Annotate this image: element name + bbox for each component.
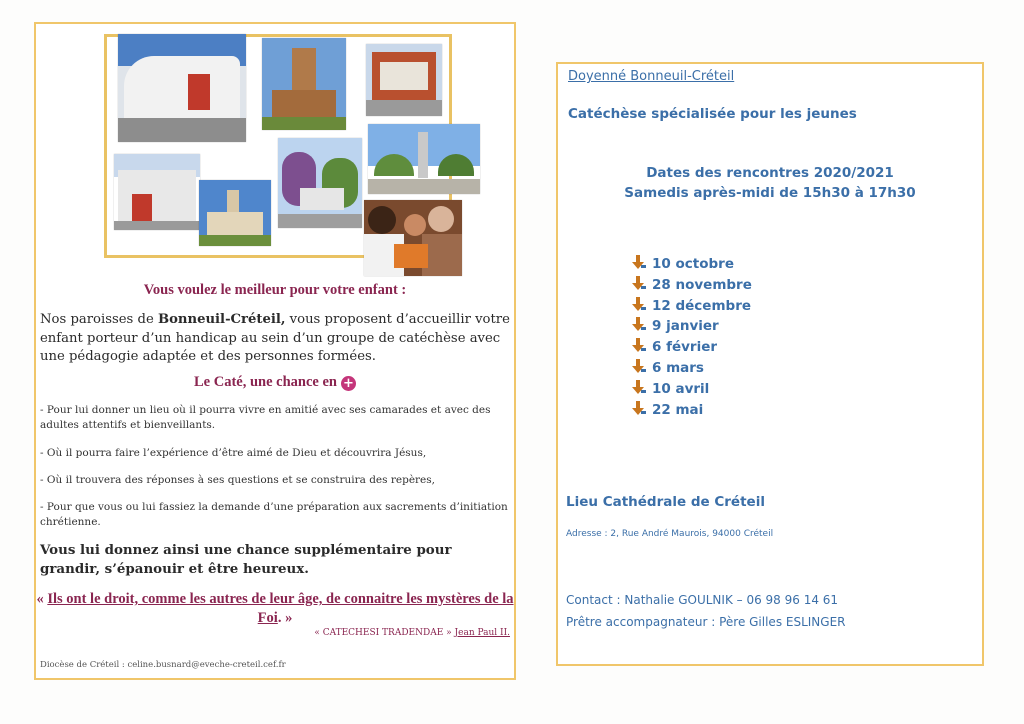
list-item: [632, 358, 752, 379]
address: Adresse : 2, Rue André Maurois, 94000 Créteil: [566, 529, 774, 539]
footer-contact: Diocèse de Créteil : celine.busnard@eveche-creteil.cef.fr: [40, 660, 286, 670]
date-label: 6 mars: [652, 359, 704, 376]
down-arrow-icon: [632, 338, 646, 352]
bullet-item: - Où il trouvera des réponses à ses questions et se construira des repères,: [40, 474, 435, 486]
photo-modern-facade: [114, 154, 200, 230]
intro-paragraph: [40, 311, 510, 367]
list-item: [632, 254, 752, 275]
left-heading: Vous voulez le meilleur pour votre enfant :: [143, 282, 407, 298]
down-arrow-icon: [632, 297, 646, 311]
subtitle: Catéchèse spécialisée pour les jeunes: [568, 106, 857, 122]
down-arrow-icon: [632, 359, 646, 373]
photo-cathedral-square: [368, 124, 480, 194]
date-label: 10 octobre: [652, 256, 734, 272]
date-label: 28 novembre: [652, 276, 752, 293]
date-label: 10 avril: [652, 380, 710, 397]
priest: Prêtre accompagnateur : Père Gilles ESLINGER: [566, 615, 846, 629]
quote-text: Ils ont le droit, comme les autres de leur âge, de connaitre les mystères de la Foi: [47, 591, 514, 626]
dates-title: Dates des rencontres 2020/2021: [646, 165, 894, 181]
down-arrow-icon: [632, 401, 646, 415]
list-item: [632, 337, 752, 358]
quote-open: «: [36, 591, 48, 607]
cate-line-text: Le Caté, une chance en: [194, 374, 337, 390]
down-arrow-icon: [632, 317, 646, 331]
source-author: Jean Paul II.: [454, 628, 510, 638]
dates-subtitle: Samedis après-midi de 15h30 à 17h30: [624, 185, 916, 201]
list-item: [632, 400, 752, 421]
photo-building-street: [366, 44, 442, 116]
closing-paragraph: Vous lui donnez ainsi une chance supplémentaire pour grandir, s’épanouir et être heureux.: [40, 542, 452, 577]
list-item: [632, 316, 752, 337]
down-arrow-icon: [632, 380, 646, 394]
list-item: [632, 379, 752, 400]
intro-prefix: Nos paroisses de: [40, 312, 158, 327]
date-label: 22 mai: [652, 401, 704, 418]
dates-header: [556, 163, 984, 203]
date-label: 12 décembre: [652, 297, 752, 314]
bullet-item: - Pour lui donner un lieu où il pourra vivre en amitié avec ses camarades et avec des adultes attentifs et bienveillants.: [40, 404, 491, 431]
photo-village-church: [199, 180, 271, 246]
contact: Contact : Nathalie GOULNIK – 06 98 96 14 61: [566, 593, 839, 607]
plus-circle-icon: +: [341, 376, 356, 391]
doyenne-title: Doyenné Bonneuil-Créteil: [568, 69, 735, 84]
intro-bold-name: Bonneuil-Créteil,: [157, 312, 286, 327]
intro-rest: vous proposent d’accueillir votre enfant porteur d’un handicap au sein d’un groupe de catéchèse avec une pédagogie adaptée et des personnes formées.: [40, 312, 510, 364]
right-panel: [556, 62, 984, 666]
quote-source: [260, 628, 510, 638]
date-label: 6 février: [652, 339, 718, 356]
down-arrow-icon: [632, 276, 646, 290]
source-text: « CATECHESI TRADENDAE »: [314, 628, 452, 638]
photo-brick-tower: [262, 38, 346, 130]
cate-line: [34, 374, 516, 391]
bullet-item: - Où il pourra faire l’expérience d’être aimé de Dieu et découvrira Jésus,: [40, 447, 427, 459]
location-title: Lieu Cathédrale de Créteil: [566, 494, 765, 510]
photo-modern-church: [118, 34, 246, 142]
bullet-item: - Pour que vous ou lui fassiez la demande d’une préparation aux sacrements d’initiation chrétienne.: [40, 501, 508, 528]
photo-group-people: [364, 200, 462, 276]
dates-list: [632, 254, 752, 420]
down-arrow-icon: [632, 255, 646, 269]
photo-church-trees: [278, 138, 362, 228]
quote: [34, 590, 516, 628]
date-label: 9 janvier: [652, 318, 719, 335]
list-item: [632, 296, 752, 317]
quote-close: . »: [277, 610, 293, 626]
list-item: [632, 275, 752, 296]
